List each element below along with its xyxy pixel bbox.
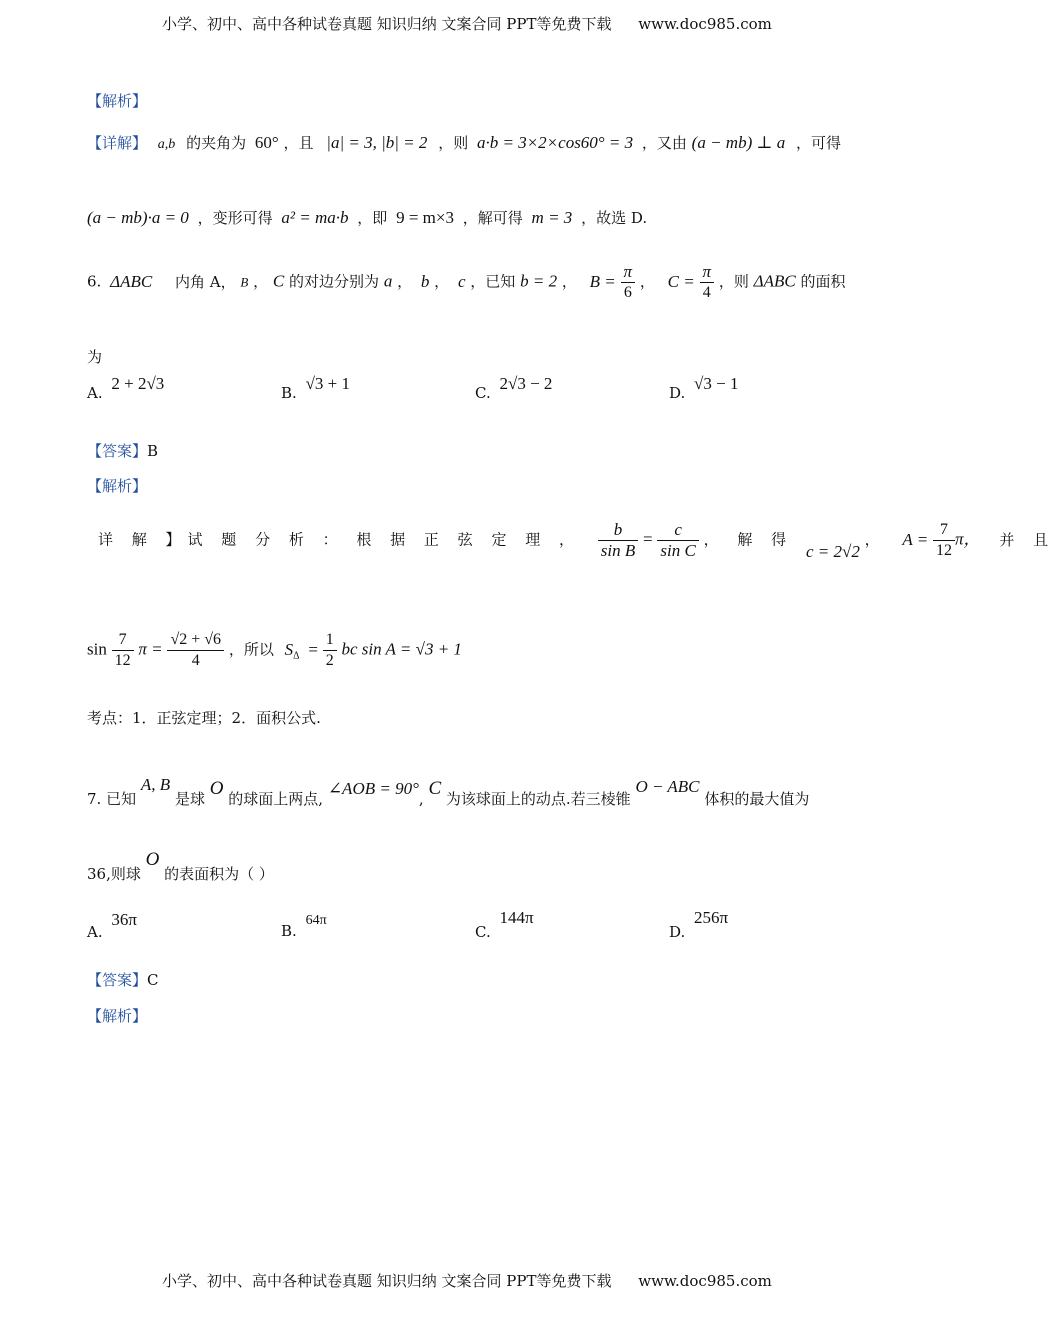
q6-sin: sin: [87, 639, 107, 659]
q6-fraction-7-12: $\frac{7}{12}$: [112, 630, 134, 671]
q5-xiangjie-label: 【详解】: [87, 134, 148, 152]
option-letter: A.: [87, 384, 103, 402]
q7-text: 为该球面上的动点.若三棱锥: [445, 790, 631, 808]
q6-kaodian: 考点：1．正弦定理；2．面积公式.: [87, 709, 321, 727]
q5-text: ，且: [283, 134, 314, 152]
q7-option-a: [87, 910, 137, 942]
q5-eq2: a² = ma·b: [281, 208, 349, 227]
q6-var: c: [457, 271, 466, 291]
q6-fraction-half: $\frac{1}{2}$: [323, 630, 337, 671]
q7-pyramid: O − ABC: [635, 777, 700, 796]
q7-text: 36,则球: [87, 865, 141, 883]
q6-option-d: [669, 374, 739, 403]
q5-text: 的夹角为: [186, 134, 247, 152]
q6-text: 的对边分别为: [289, 272, 380, 291]
q6-option-c: [475, 374, 553, 403]
header-text: 小学、初中、高中各种试卷真题 知识归纳 文案合同 PPT等免费下载: [162, 15, 612, 33]
q5-eq3: 9 = m×3: [396, 208, 454, 227]
q7-points-AB: A, B: [140, 775, 171, 794]
q6-fraction-7-12: $\frac{7}{12}$: [933, 520, 955, 561]
q6-fraction-b-sinB: $\frac{b}{\text{sin B}}$: [598, 520, 638, 561]
option-letter: D.: [669, 923, 686, 941]
q5-text: ，变形可得: [197, 209, 273, 227]
option-value: 2 + 2√3: [111, 374, 165, 393]
q7-angle: ∠AOB = 90°: [327, 779, 419, 798]
answer-value: B: [147, 442, 159, 460]
answer-label: 【答案】: [87, 971, 148, 989]
q5-norms: |a| = 3, |b| = 2: [326, 133, 428, 152]
q7-option-c: [475, 908, 534, 942]
q6-given-B: B =: [589, 271, 616, 291]
q6-option-a: [87, 374, 165, 403]
q6-detail-text: ，: [864, 530, 880, 549]
q6-area-result: bc sin A = √3 + 1: [341, 639, 462, 659]
q6-area-subscript: Δ: [293, 650, 300, 662]
q6-text: 内角 A，: [174, 272, 236, 291]
q6-text: ，: [639, 272, 655, 291]
q5-jiexi-label: 【解析】: [87, 92, 148, 110]
q6-detail-text: 并 且: [999, 530, 1055, 549]
q6-number: 6.: [87, 272, 102, 291]
q7-option-d: [669, 908, 729, 942]
equals: =: [643, 529, 653, 549]
q6-detail-text: ， 解 得: [703, 530, 794, 549]
q5-vectors-ab: a,b: [157, 137, 176, 152]
q6-var: b: [420, 271, 430, 291]
q6-var: B: [240, 274, 249, 290]
q6-area-symbol: S: [284, 639, 294, 659]
q6-text: ，: [434, 272, 450, 291]
q6-var: C: [272, 271, 285, 291]
q5-text: ，故选 D.: [581, 209, 648, 227]
option-value: 256π: [694, 908, 729, 927]
q5-text: ，即: [357, 209, 388, 227]
q7-text: 是球: [174, 790, 205, 808]
q6-answer: [87, 440, 158, 461]
q7-center-O: O: [209, 778, 224, 799]
q5-detail-line2: [87, 207, 647, 228]
q6-option-b: [281, 374, 350, 403]
option-letter: C.: [475, 923, 491, 941]
header-url: www.doc985.com: [638, 15, 772, 33]
q7-number: 7. 已知: [87, 790, 137, 808]
q7-jiexi-label: 【解析】: [87, 1007, 148, 1025]
equals: =: [308, 639, 318, 659]
q5-text: ，解可得: [462, 209, 523, 227]
q5-perpendicular: (a − mb) ⊥ a: [691, 133, 786, 152]
q5-angle: 60°: [254, 133, 279, 152]
option-letter: B.: [281, 922, 297, 940]
q7-point-C: C: [428, 778, 442, 799]
q6-stem-line1: [87, 262, 846, 303]
q6-detail-line2: [87, 630, 462, 671]
q5-eq4: m = 3: [531, 208, 573, 227]
q6-fraction-pi-6: $\frac{\pi}{6}$: [621, 262, 636, 303]
q7-center-O: O: [145, 849, 160, 870]
option-value: 64π: [305, 913, 327, 928]
footer-text: 小学、初中、高中各种试卷真题 知识归纳 文案合同 PPT等免费下载: [162, 1272, 612, 1290]
q6-text: ，已知: [470, 272, 516, 291]
q7-text: 体积的最大值为: [704, 790, 810, 808]
q6-fraction-c-sinC: $\frac{c}{\text{sin C}}$: [657, 520, 698, 561]
q7-answer: [87, 969, 159, 990]
q6-stem-line2: 为: [87, 348, 103, 366]
q6-result-A: A =: [902, 529, 929, 549]
option-letter: D.: [669, 384, 686, 402]
answer-label: 【答案】: [87, 442, 148, 460]
q6-detail-text: ，所以: [228, 640, 274, 659]
q7-text: 的球面上两点,: [228, 790, 324, 808]
q6-text: ，: [253, 272, 269, 291]
option-value: 2√3 − 2: [499, 374, 553, 393]
option-value: 144π: [499, 908, 534, 927]
q6-detail-line1: [98, 520, 1055, 561]
page-footer: [162, 1270, 772, 1291]
footer-url: www.doc985.com: [638, 1272, 772, 1290]
q5-text: ，则: [438, 134, 469, 152]
q6-text: ，则: [718, 272, 749, 291]
q5-text: ，又由: [641, 134, 687, 152]
option-value: √3 − 1: [694, 374, 739, 393]
q6-pi-equals: π =: [138, 639, 163, 659]
q6-jiexi-label: 【解析】: [87, 477, 148, 495]
page-header: [162, 13, 772, 34]
option-value: 36π: [111, 910, 137, 929]
q6-given-b: b = 2: [520, 271, 558, 291]
q6-fraction-pi-4: $\frac{\pi}{4}$: [700, 262, 715, 303]
q7-text: 的表面积为（ ）: [164, 865, 274, 883]
q6-text: ，: [561, 272, 577, 291]
option-letter: B.: [281, 384, 297, 402]
q6-triangle: ΔABC: [110, 271, 153, 291]
q7-stem-line1: [87, 775, 810, 810]
q6-triangle: ΔABC: [753, 271, 796, 291]
option-value: √3 + 1: [305, 374, 350, 393]
q5-detail-line1: [87, 132, 841, 153]
q7-option-b: [281, 913, 327, 941]
q6-detail-text: 详 解 】试 题 分 析 ： 根 据 正 弦 定 理 ，: [98, 530, 581, 549]
q6-result-c: c = 2√2: [805, 541, 860, 561]
q6-text: ，: [397, 272, 413, 291]
q6-pi: π，: [955, 529, 981, 549]
q6-var: a: [383, 271, 393, 291]
q5-eq1: (a − mb)·a = 0: [87, 208, 189, 227]
q7-stem-line2: [87, 849, 274, 885]
q7-text: ,: [418, 790, 424, 808]
q6-given-C: C =: [667, 271, 695, 291]
option-letter: A.: [87, 923, 103, 941]
q5-text: ，可得: [796, 134, 842, 152]
option-letter: C.: [475, 384, 491, 402]
q6-fraction-sqrt: $\frac{√2 + √6}{4}$: [167, 630, 224, 671]
answer-value: C: [147, 971, 159, 989]
q6-text: 的面积: [800, 272, 846, 291]
q5-dot-product: a·b = 3×2×cos60° = 3: [476, 133, 634, 152]
